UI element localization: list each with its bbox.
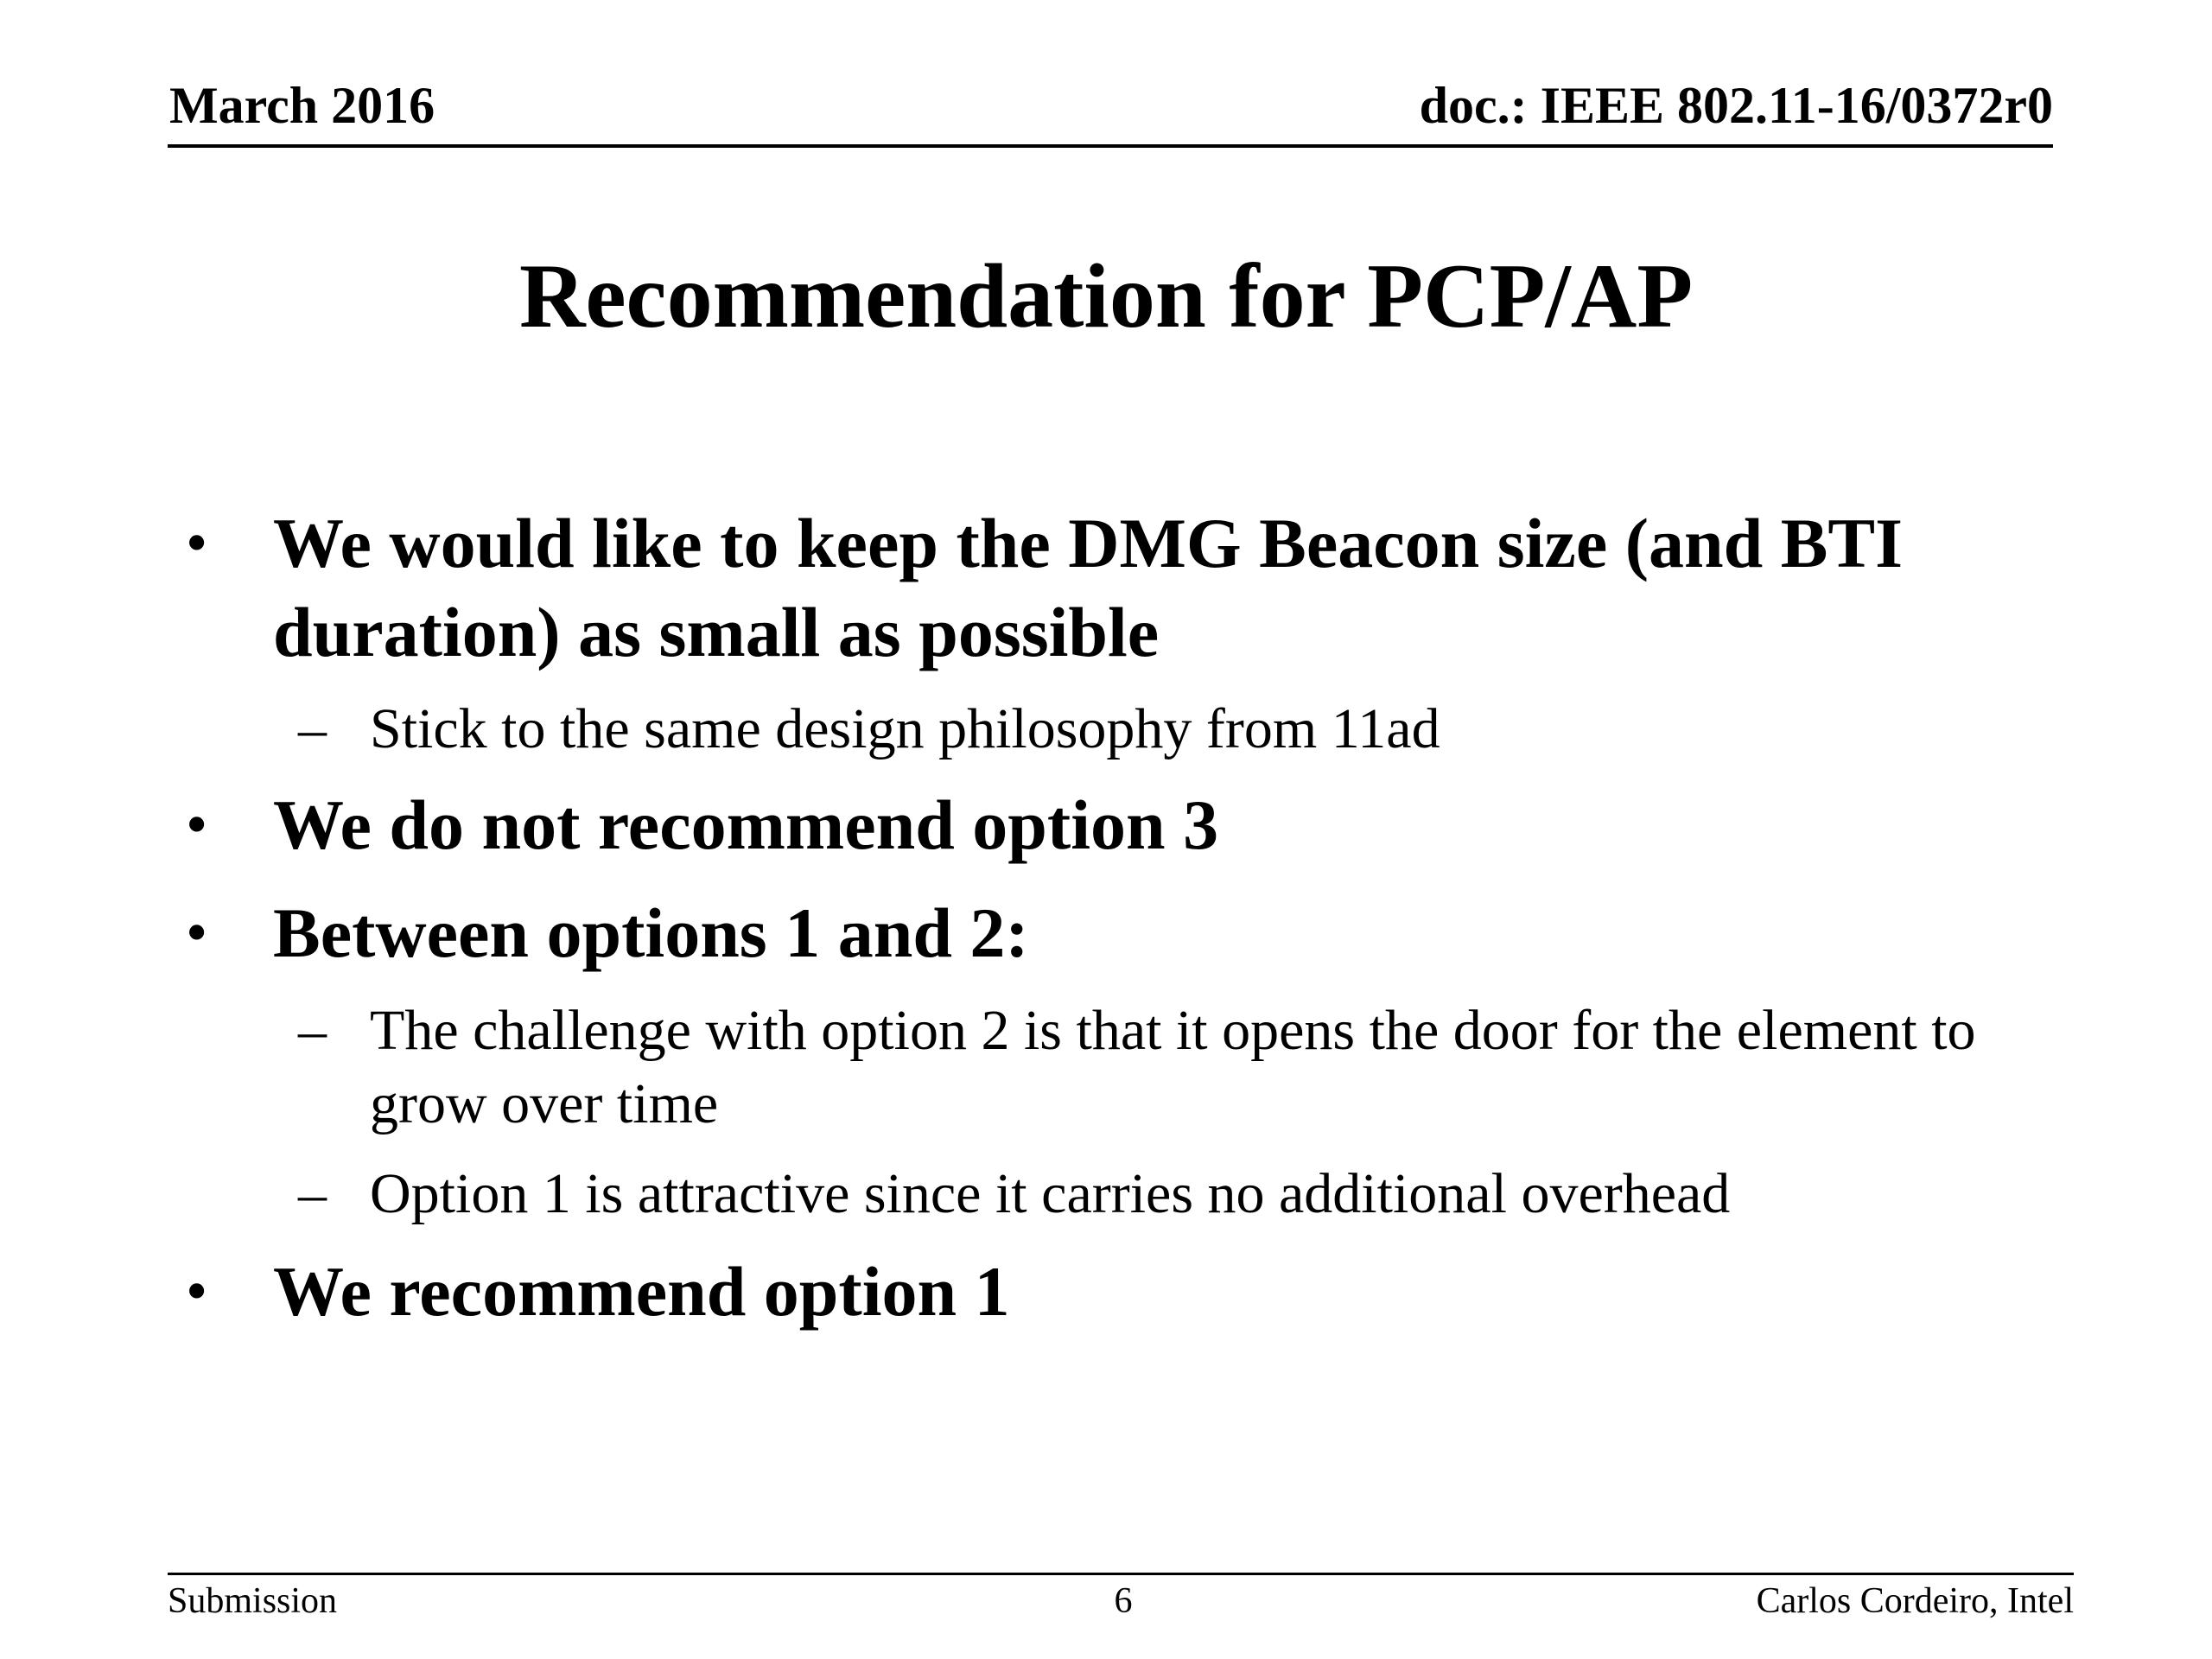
footer-page-number: 6	[1114, 1581, 1133, 1621]
sub-bullet-marker: –	[298, 999, 327, 1062]
sub-bullet-item	[298, 1157, 2012, 1230]
bullet-item	[186, 888, 2105, 977]
bullet-text: We recommend option 1	[273, 1252, 1010, 1331]
footer-divider	[168, 1573, 2074, 1575]
bullet-marker: •	[186, 898, 208, 967]
bullet-marker: •	[186, 508, 208, 577]
sub-bullet-text: Stick to the same design philosophy from 11ad	[370, 697, 1440, 760]
header-date: March 2016	[169, 77, 435, 134]
sub-bullet-text: The challenge with option 2 is that it opens the door for the element to grow over time	[370, 999, 1976, 1135]
sub-bullet-marker: –	[298, 697, 327, 760]
footer-submission: Submission	[168, 1581, 338, 1621]
bullet-text: Between options 1 and 2:	[273, 893, 1029, 972]
slide-title: Recommendation for PCP/AP	[518, 245, 1694, 346]
bullet-item	[186, 1247, 2105, 1336]
bullet-item	[186, 780, 2105, 869]
sub-bullet-marker: –	[298, 1162, 327, 1225]
bullet-marker: •	[186, 1256, 208, 1325]
bullet-text: We would like to keep the DMG Beacon size (and BTI duration) as small as possible	[273, 504, 1904, 671]
bullet-marker: •	[186, 790, 208, 859]
footer-author: Carlos Cordeiro, Intel	[1756, 1581, 2074, 1621]
sub-bullet-text: Option 1 is attractive since it carries no additional overhead	[370, 1162, 1731, 1225]
header-doc-id: doc.: IEEE 802.11-16/0372r0	[1419, 77, 2053, 134]
sub-bullet-item	[298, 692, 2012, 766]
sub-bullet-item	[298, 994, 2012, 1141]
bullet-text: We do not recommend option 3	[273, 785, 1219, 864]
bullet-item	[186, 499, 2105, 677]
